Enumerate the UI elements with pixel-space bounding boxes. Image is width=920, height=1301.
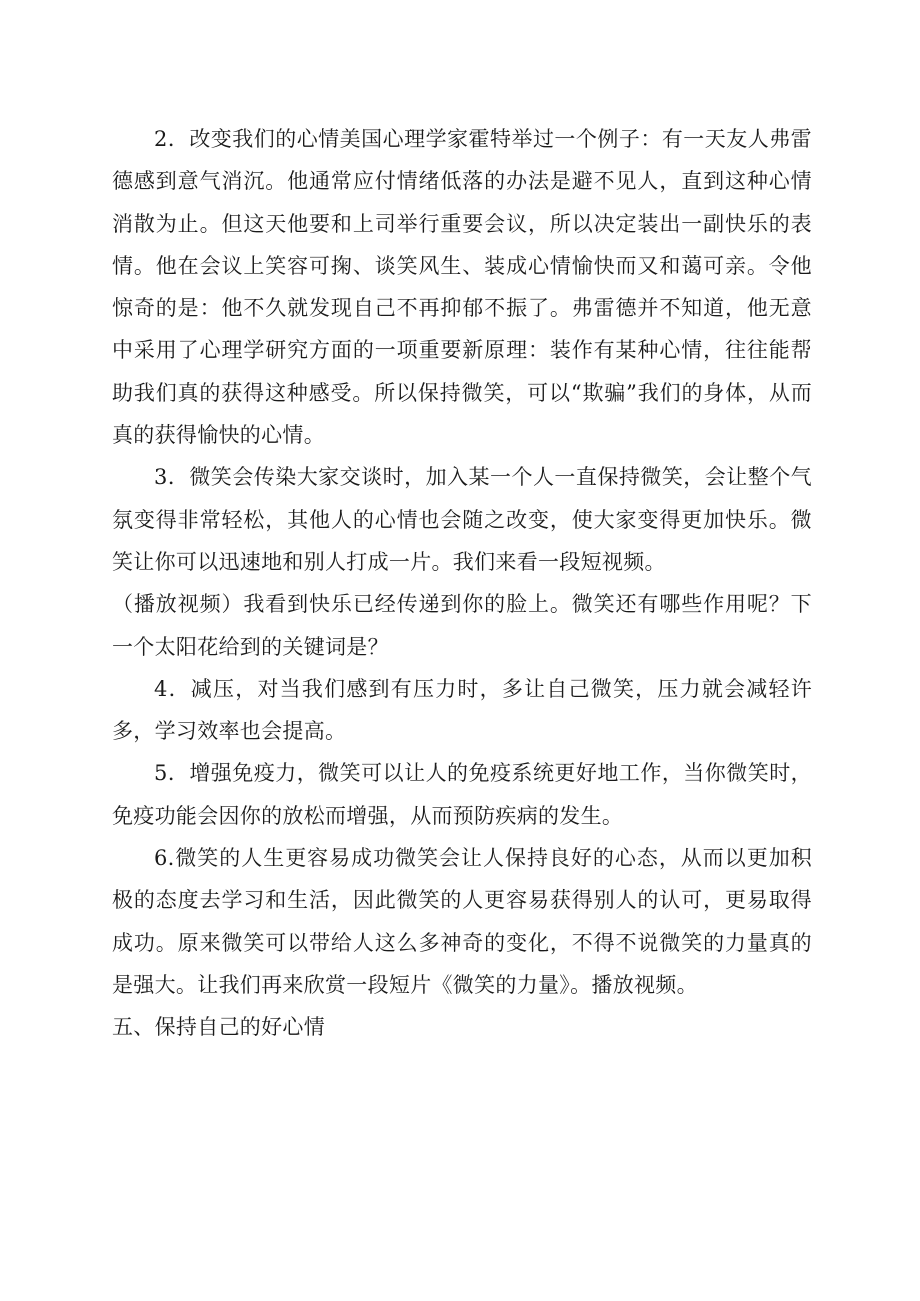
- section-heading: 五、保持自己的好心情: [112, 1015, 325, 1040]
- paragraph-mood-change: 2．改变我们的心情美国心理学家霍特举过一个例子：有一天友人弗雷德感到意气消沉。他通常应付情绪低落的办法是避不见人，直到这种心情消散为止。但这天他要和上司举行重要会议，所以决定装出一副快乐的表情。他在会议上笑容可掬、谈笑风生、装成心情愉快而又和蔼可亲。令他惊奇的是：他不久就发现自己不再抑郁不振了。弗雷德并不知道，他无意中采用了心理学研究方面的一项重要新原理：装作有某种心情，往往能帮助我们真的获得这种感受。所以保持微笑，可以“欺骗”我们的身体，从而真的获得愉快的心情。: [112, 127, 812, 448]
- paragraph-stress-relief: 4．减压，对当我们感到有压力时，多让自己微笑，压力就会减轻许多，学习效率也会提高。: [112, 676, 812, 744]
- paragraph-play-video: （播放视频）我看到快乐已经传递到你的脸上。微笑还有哪些作用呢？下一个太阳花给到的关键词是？: [112, 592, 812, 659]
- document-body: [112, 118, 812, 1049]
- paragraph-immunity: 5．增强免疫力，微笑可以让人的免疫系统更好地工作，当你微笑时，免疫功能会因你的放松而增强，从而预防疾病的发生。: [112, 761, 812, 828]
- paragraph-success: 6.微笑的人生更容易成功微笑会让人保持良好的心态，从而以更加积极的态度去学习和生活，因此微笑的人更容易获得别人的认可，更易取得成功。原来微笑可以带给人这么多神奇的变化，不得不说微笑的力量真的是强大。让我们再来欣赏一段短片《微笑的力量》。播放视频。: [112, 846, 812, 997]
- paragraph-smile-contagious: 3．微笑会传染大家交谈时，加入某一个人一直保持微笑，会让整个气氛变得非常轻松，其他人的心情也会随之改变，使大家变得更加快乐。微笑让你可以迅速地和别人打成一片。我们来看一段短视频。: [112, 465, 812, 574]
